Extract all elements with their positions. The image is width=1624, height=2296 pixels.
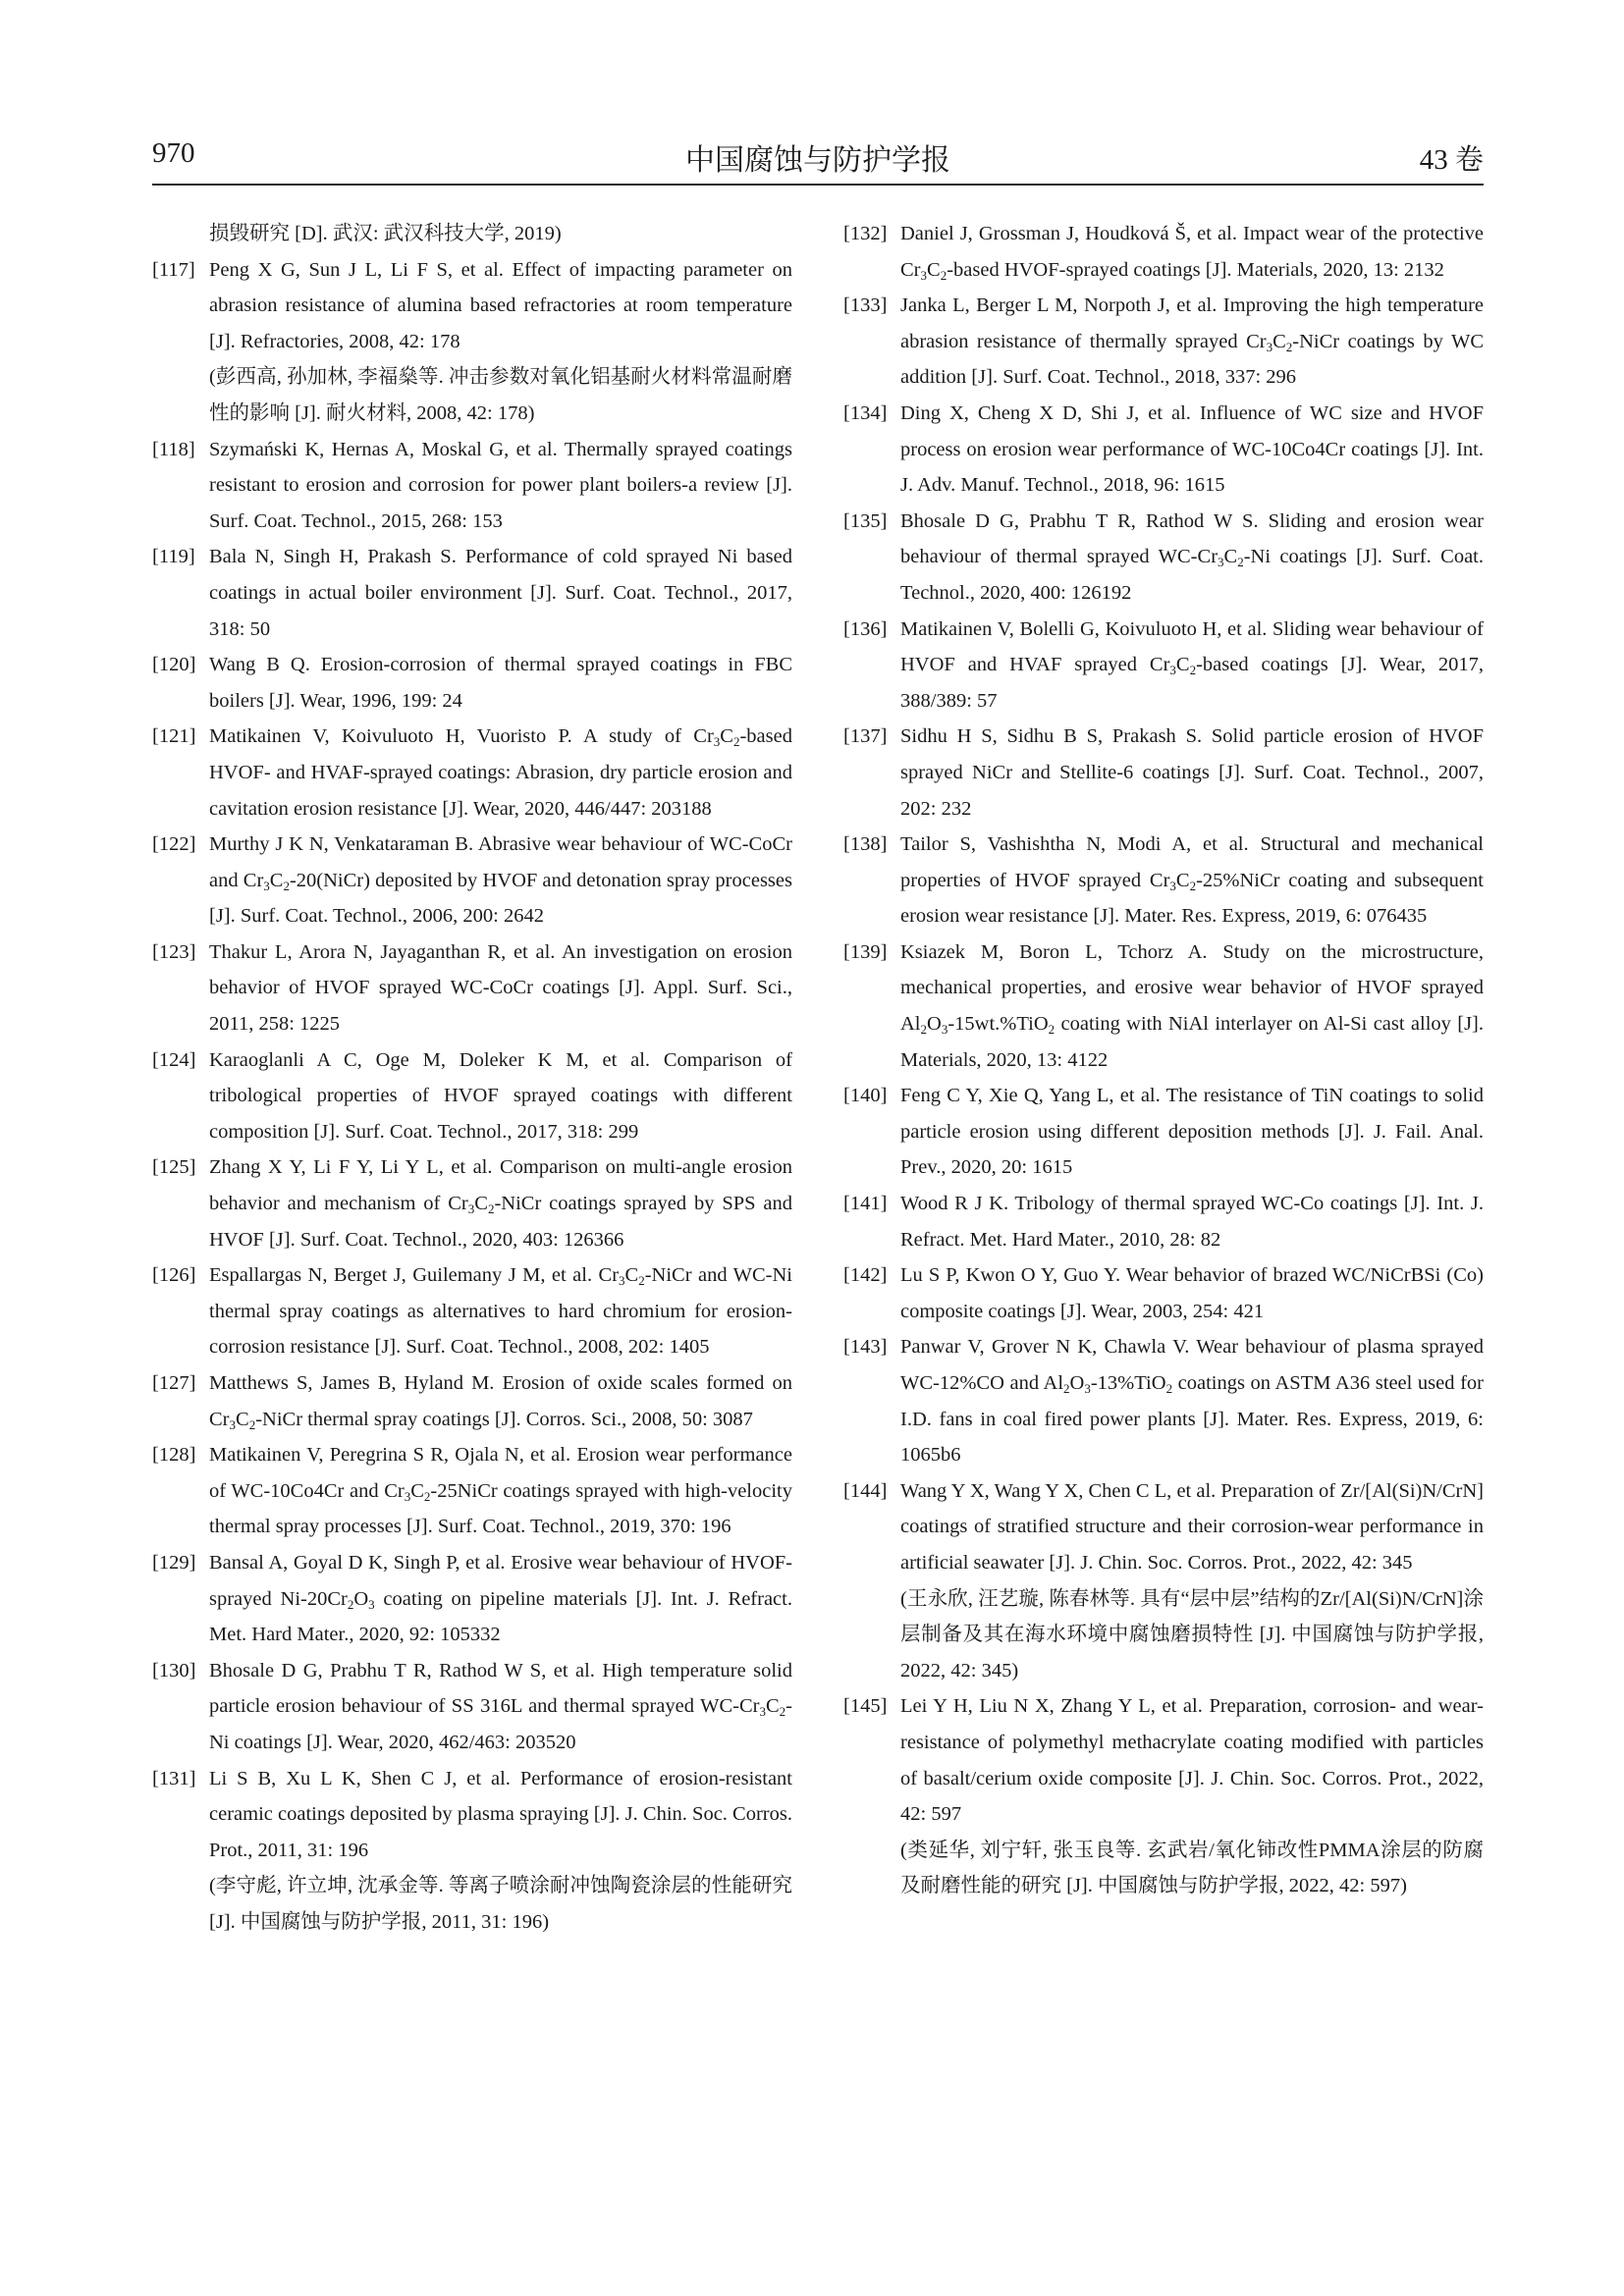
reference-entry — [152, 934, 792, 1042]
reference-entry — [152, 719, 792, 827]
reference-text: Janka L, Berger L M, Norpoth J, et al. Improving the high temperature abrasion resistance of thermally sprayed $Cr_3C_2$-NiCr coatings by WC addition [J]. Surf. Coat. Technol., 2018, 337: 296 — [900, 294, 1485, 389]
reference-text: Lu S P, Kwon O Y, Guo Y. Wear behavior of brazed WC/NiCrBSi (Co) composite coatings [J]. Wear, 2003, 254: 421 — [900, 1264, 1484, 1322]
reference-entry — [152, 432, 792, 540]
reference-text: Matikainen V, Peregrina S R, Ojala N, et al. Erosion wear performance of WC-10Co4Cr and $Cr_3C_2-25NiCr$ coatings sprayed with high-velocity thermal spray processes [J]. Surf. Coat. Technol., 2019, 370: 196 — [209, 1444, 792, 1538]
reference-text: Bhosale D G, Prabhu T R, Rathod W S. Sliding and erosion wear behaviour of thermal sprayed $WC-Cr_3C_2-Ni$ coatings [J]. Surf. Coat. Technol., 2020, 400: 126192 — [900, 509, 1484, 604]
reference-number: [135] — [843, 509, 888, 532]
reference-entry — [843, 719, 1484, 827]
reference-number: [139] — [843, 940, 888, 963]
reference-entry — [843, 1257, 1484, 1329]
reference-number: [123] — [152, 940, 196, 963]
reference-text: Bhosale D G, Prabhu T R, Rathod W S, et al. High temperature solid particle erosion behaviour of SS 316L and thermal sprayed $WC-Cr_3C_2-Ni$ coatings [J]. Wear, 2020, 462/463: 203520 — [209, 1659, 792, 1753]
reference-text: Feng C Y, Xie Q, Yang L, et al. The resistance of TiN coatings to solid particle erosion using different deposition methods [J]. J. Fail. Anal. Prev., 2020, 20: 1615 — [900, 1085, 1484, 1179]
reference-text: Zhang X Y, Li F Y, Li Y L, et al. Comparison on multi-angle erosion behavior and mechanism of $Cr_3C_2$-NiCr coatings sprayed by SPS and HVOF [J]. Surf. Coat. Technol., 2020, 403: 126366 — [209, 1156, 792, 1251]
reference-entry — [843, 827, 1484, 934]
reference-number: [124] — [152, 1048, 196, 1071]
reference-entry — [152, 1257, 792, 1365]
reference-number: [131] — [152, 1767, 196, 1789]
reference-chinese-translation: (王永欣, 汪艺璇, 陈春林等. 具有“层中层”结构的Zr/[Al(Si)N/CrN]涂层制备及其在海水环境中腐蚀磨损特性 [J]. 中国腐蚀与防护学报, 2022, 42: 345) — [900, 1587, 1484, 1682]
reference-number: [143] — [843, 1336, 888, 1359]
right-reference-column — [843, 216, 1484, 1904]
reference-number: [127] — [152, 1372, 196, 1394]
reference-number: [125] — [152, 1156, 196, 1179]
journal-title: 中国腐蚀与防护学报 — [685, 144, 950, 177]
reference-text: Li S B, Xu L K, Shen C J, et al. Performance of erosion-resistant ceramic coatings deposited by plasma spraying [J]. J. Chin. Soc. Corros. Prot., 2011, 31: 196 — [209, 1767, 792, 1861]
reference-number: [137] — [843, 725, 888, 748]
reference-number: [138] — [843, 833, 888, 856]
reference-text: Wang B Q. Erosion-corrosion of thermal sprayed coatings in FBC boilers [J]. Wear, 1996, 199: 24 — [209, 654, 792, 712]
reference-text: Wang Y X, Wang Y X, Chen C L, et al. Preparation of Zr/[Al(Si)N/CrN] coatings of stratified structure and their corrosion-wear performance in artificial seawater [J]. J. Chin. Soc. Corros. Prot., 2022, 42: 345 — [900, 1479, 1484, 1574]
reference-text: Ding X, Cheng X D, Shi J, et al. Influence of WC size and HVOF process on erosion wear performance of WC-10Co4Cr coatings [J]. Int. J. Adv. Manuf. Technol., 2018, 96: 1615 — [900, 401, 1484, 497]
reference-entry — [152, 252, 792, 432]
reference-number: [141] — [843, 1193, 888, 1215]
reference-entry — [843, 1186, 1484, 1257]
reference-text: Wood R J K. Tribology of thermal sprayed WC-Co coatings [J]. Int. J. Refract. Met. Hard Mater., 2010, 28: 82 — [900, 1193, 1484, 1251]
reference-number: [136] — [843, 617, 888, 640]
reference-entry — [843, 1688, 1484, 1904]
reference-number: [117] — [152, 258, 195, 281]
reference-number: [129] — [152, 1551, 196, 1574]
reference-text: Szymański K, Hernas A, Moskal G, et al. Thermally sprayed coatings resistant to erosion and corrosion for power plant boilers-a review [J]. Surf. Coat. Technol., 2015, 268: 153 — [209, 438, 792, 532]
reference-text: Thakur L, Arora N, Jayaganthan R, et al. An investigation on erosion behavior of HVOF sprayed WC-CoCr coatings [J]. Appl. Surf. Sci., 2011, 258: 1225 — [209, 940, 792, 1036]
reference-number: [121] — [152, 725, 196, 748]
reference-text: Ksiazek M, Boron L, Tchorz A. Study on the microstructure, mechanical properties, and erosive wear behavior of HVOF sprayed $Al_2O_3-15wt.\%TiO_2$ coating with NiAl interlayer on Al-Si cast alloy [J]. Materials, 2020, 13: 4122 — [900, 940, 1484, 1071]
volume-label: 43 卷 — [1419, 144, 1484, 176]
left-reference-column — [152, 216, 792, 1941]
reference-number: [119] — [152, 546, 195, 568]
reference-number: [144] — [843, 1479, 888, 1502]
reference-text: Matikainen V, Bolelli G, Koivuluoto H, et al. Sliding wear behaviour of HVOF and HVAF sprayed $Cr_3C_2$-based coatings [J]. Wear, 2017, 388/389: 57 — [900, 617, 1484, 712]
reference-number: [134] — [843, 401, 888, 424]
reference-entry — [152, 827, 792, 934]
reference-entry — [152, 216, 792, 252]
reference-entry — [843, 216, 1484, 288]
reference-entry — [843, 1473, 1484, 1689]
reference-entry — [843, 1078, 1484, 1186]
reference-number: [122] — [152, 833, 196, 856]
reference-text: Tailor S, Vashishtha N, Modi A, et al. Structural and mechanical properties of HVOF sprayed $Cr_3C_2-25\%NiCr$ coating and subsequent erosion wear resistance [J]. Mater. Res. Express, 2019, 6: 076435 — [900, 833, 1484, 928]
reference-entry — [152, 1149, 792, 1257]
reference-entry — [152, 1653, 792, 1761]
reference-number: [118] — [152, 438, 195, 460]
reference-text: Panwar V, Grover N K, Chawla V. Wear behaviour of plasma sprayed WC-12%CO and $Al_2O_3-13\%TiO_2$ coatings on ASTM A36 steel used for I.D. fans in coal fired power plants [J]. Mater. Res. Express, 2019, 6: 1065b6 — [900, 1336, 1484, 1467]
header-rule — [152, 184, 1484, 186]
reference-text: Karaoglanli A C, Oge M, Doleker K M, et al. Comparison of tribological properties of HVOF sprayed coatings with different composition [J]. Surf. Coat. Technol., 2017, 318: 299 — [209, 1048, 792, 1143]
reference-entry — [152, 1437, 792, 1545]
reference-chinese-translation: (李守彪, 许立坤, 沈承金等. 等离子喷涂耐冲蚀陶瓷涂层的性能研究 [J]. 中国腐蚀与防护学报, 2011, 31: 196) — [209, 1875, 792, 1933]
reference-number: [145] — [843, 1695, 888, 1718]
reference-entry — [152, 1761, 792, 1941]
reference-chinese-translation: 损毁研究 [D]. 武汉: 武汉科技大学, 2019) — [209, 223, 562, 244]
reference-entry — [843, 934, 1484, 1078]
reference-number: [132] — [843, 223, 888, 244]
reference-text: Lei Y H, Liu N X, Zhang Y L, et al. Preparation, corrosion- and wear-resistance of polymethyl methacrylate coating modified with particles of basalt/cerium oxide composite [J]. J. Chin. Soc. Corros. Prot., 2022, 42: 597 — [900, 1695, 1484, 1826]
reference-text: Bansal A, Goyal D K, Singh P, et al. Erosive wear behaviour of HVOF-sprayed $Ni-20Cr_2O_3$ coating on pipeline materials [J]. Int. J. Refract. Met. Hard Mater., 2020, 92: 105332 — [209, 1551, 792, 1646]
reference-number: [142] — [843, 1264, 888, 1287]
reference-entry — [843, 612, 1484, 720]
reference-chinese-translation: (类延华, 刘宁轩, 张玉良等. 玄武岩/氧化铈改性PMMA涂层的防腐及耐磨性能的研究 [J]. 中国腐蚀与防护学报, 2022, 42: 597) — [900, 1839, 1484, 1897]
reference-entry — [152, 647, 792, 719]
reference-text: Daniel J, Grossman J, Houdková Š, et al. Impact wear of the protective $Cr_3C_2$-based HVOF-sprayed coatings [J]. Materials, 2020, 13: 2132 — [900, 223, 1484, 283]
reference-text: Matikainen V, Koivuluoto H, Vuoristo P. A study of $Cr_3C_2$-based HVOF- and HVAF-sprayed coatings: Abrasion, dry particle erosion and cavitation erosion resistance [J]. Wear, 2020, 446/447: 203188 — [209, 725, 792, 820]
reference-entry — [843, 1329, 1484, 1472]
reference-text: Espallargas N, Berget J, Guilemany J M, et al. $Cr_3C_2$-NiCr and WC-Ni thermal spray coatings as alternatives to hard chromium for erosion-corrosion resistance [J]. Surf. Coat. Technol., 2008, 202: 1405 — [209, 1264, 793, 1359]
reference-number: [140] — [843, 1085, 888, 1107]
reference-entry — [152, 539, 792, 647]
reference-number: [126] — [152, 1264, 196, 1287]
reference-entry — [843, 396, 1484, 504]
reference-number: [133] — [843, 294, 888, 317]
reference-number: [128] — [152, 1444, 196, 1467]
reference-entry — [152, 1545, 792, 1653]
reference-entry — [152, 1042, 792, 1150]
page-number: 970 — [152, 137, 195, 169]
reference-entry — [843, 288, 1484, 396]
reference-text: Matthews S, James B, Hyland M. Erosion of oxide scales formed on $Cr_3C_2$-NiCr thermal spray coatings [J]. Corros. Sci., 2008, 50: 3087 — [209, 1372, 792, 1432]
reference-text: Sidhu H S, Sidhu B S, Prakash S. Solid particle erosion of HVOF sprayed NiCr and Stellite-6 coatings [J]. Surf. Coat. Technol., 2007, 202: 232 — [900, 725, 1484, 820]
reference-text: Peng X G, Sun J L, Li F S, et al. Effect of impacting parameter on abrasion resistance of alumina based refractories at room temperature [J]. Refractories, 2008, 42: 178 — [209, 258, 792, 352]
reference-entry — [843, 504, 1484, 612]
reference-number: [130] — [152, 1659, 196, 1682]
reference-chinese-translation: (彭西高, 孙加林, 李福燊等. 冲击参数对氧化铝基耐火材料常温耐磨性的影响 [J]. 耐火材料, 2008, 42: 178) — [209, 366, 792, 424]
reference-entry — [152, 1365, 792, 1437]
reference-text: Bala N, Singh H, Prakash S. Performance of cold sprayed Ni based coatings in actual boiler environment [J]. Surf. Coat. Technol., 2017, 318: 50 — [209, 546, 792, 640]
page-header — [152, 137, 1484, 183]
reference-number: [120] — [152, 654, 196, 676]
reference-text: Murthy J K N, Venkataraman B. Abrasive wear behaviour of WC-CoCr and $Cr_3C_2-20(NiCr)$ deposited by HVOF and detonation spray processes [J]. Surf. Coat. Technol., 2006, 200: 2642 — [209, 833, 792, 928]
